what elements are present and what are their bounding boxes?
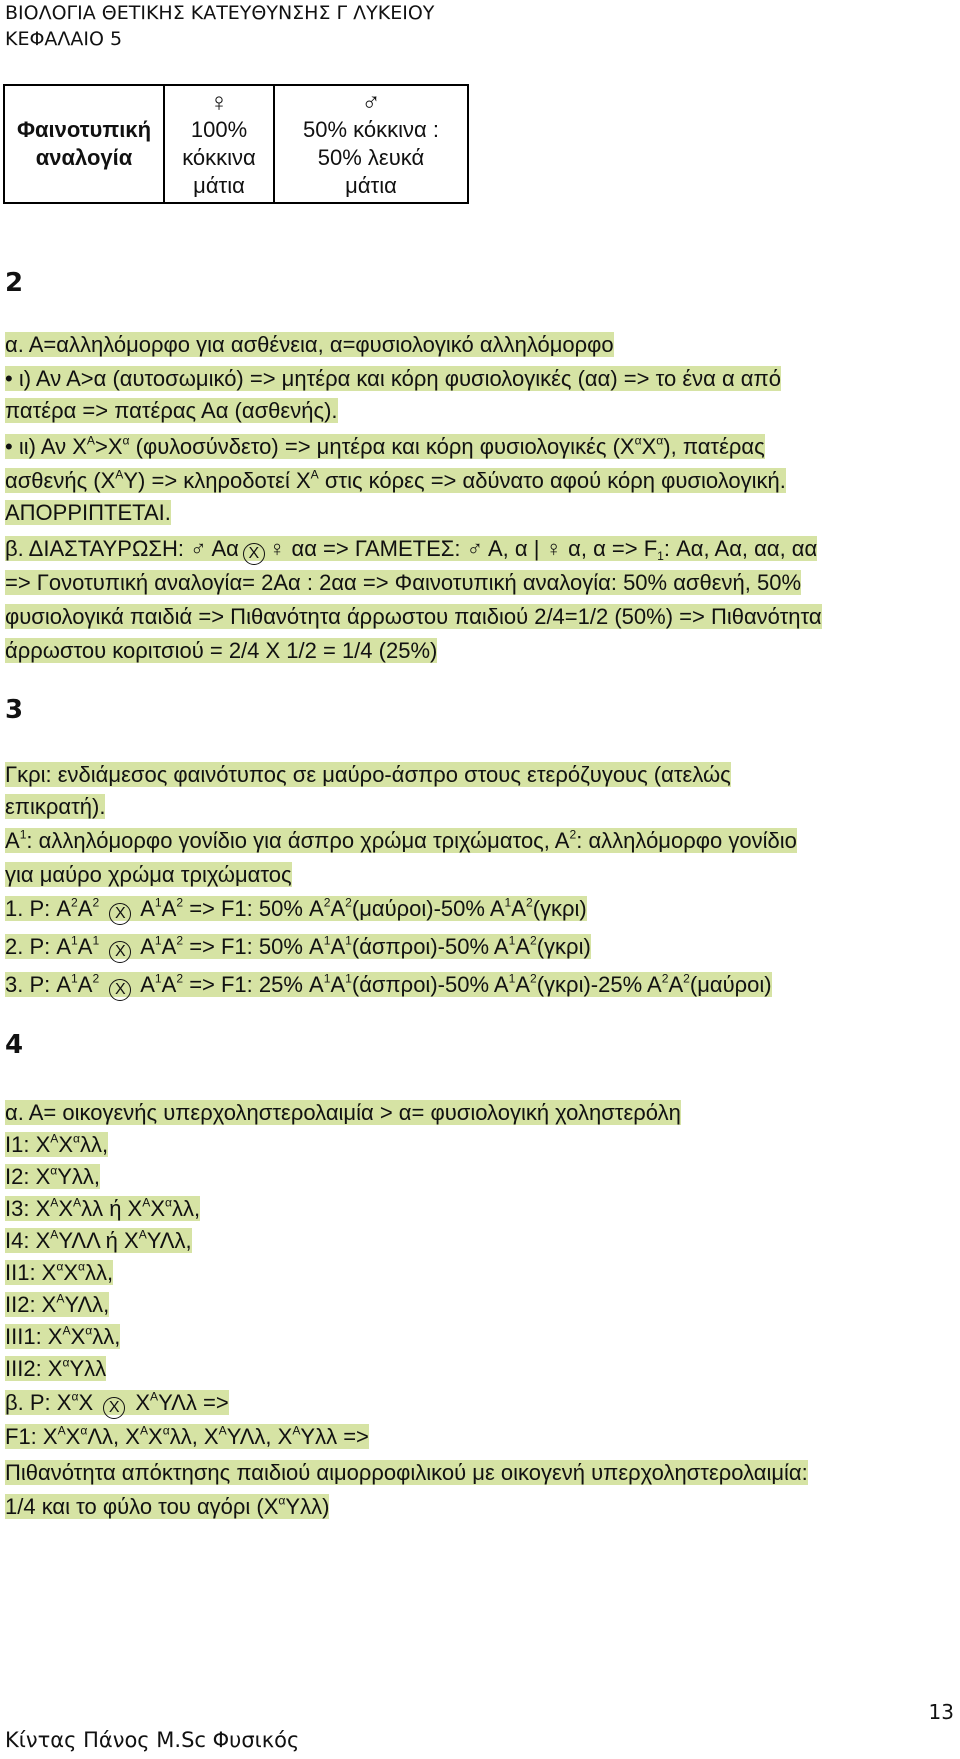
genotype-line: ΙΙ1: $X^\alpha X^\alpha\lambda\lambda$, [5, 1259, 114, 1285]
row-label-line: Φαινοτυπική [16, 117, 152, 142]
text-line: φυσιολογικά παιδιά => Πιθανότητα άρρωστου παιδιού 2/4=1/2 (50%) => Πιθανότητα [5, 604, 822, 629]
text-line: επικρατή). [5, 794, 106, 819]
doc-header-chapter: ΚΕΦΑΛΑΙΟ 5 [5, 28, 123, 50]
text-line: • ι) Αν Α>α (αυτοσωμικό) => μητέρα και κόρη φυσιολογικές (αα) => το ένα α από [5, 366, 781, 391]
genotype-line: ΙΙΙ1: $X^AX^\alpha\lambda\lambda$, [5, 1323, 121, 1349]
footer-author: Κίντας Πάνος Μ.Sc Φυσικός [5, 1728, 300, 1752]
cross-icon: X [109, 941, 131, 963]
cross-icon: X [243, 543, 265, 565]
male-symbol-icon: ♂ [361, 87, 381, 117]
cross-line: 1. P: $A^2A^2$ X $A^1A^2 => F1$: 50% $A^2A^2(\mu\alpha ύ\rho o\iota)-50\%$ $A^1A^2(\gamma\kappa\rho\iota)$ [5, 894, 587, 925]
text-line: πατέρα => πατέρας Αα (ασθενής). [5, 398, 338, 423]
genotype-line: ΙΙΙ2: $X^\alpha\Upsilon\lambda\lambda$ [5, 1355, 107, 1381]
male-value: 50% λευκά [317, 145, 425, 170]
genotype-line: Ι3: $X^AX^A\lambda\lambda$ ή $X^AX^\alpha\lambda\lambda$, [5, 1195, 201, 1221]
text-line: β. ΔΙΑΣΤΑΥΡΩΣΗ: ♂ Αα X ♀ αα => ΓΑΜΕΤΕΣ: ♂ Α, α | ♀ α, $\alpha => F_1$: Αα, Αα, αα, αα [5, 536, 818, 564]
cross-line: 3. P: $A^1A^2$ X $A^1A^2 => F1$: 25% $A^1A^1(ά\sigma\pi\rho o\iota)-50\%$ $A^1A^2(\gamma\kappa\rho\iota)-25\%$ $A^2A^2(\mu\alpha ύ\rho o\iota)$ [5, 970, 772, 1001]
female-cell [164, 85, 274, 203]
offspring-line: F1: $X^AX^\alpha\Lambda\lambda$, $X^AX^\alpha\lambda\lambda$, $X^A\Upsilon\Lambda\lambda$, $X^A\Upsilon\lambda\lambda$ => [5, 1423, 369, 1449]
male-cell [274, 85, 468, 203]
female-value: 100% [190, 117, 248, 142]
section-number: 3 [5, 695, 24, 725]
page-number: 13 [928, 1700, 954, 1724]
phenotype-table [3, 84, 469, 204]
section-number: 4 [5, 1030, 24, 1060]
text-line: α. Α= οικογενής υπερχοληστερολαιμία > α= φυσιολογική χοληστερόλη [5, 1100, 681, 1125]
text-line: Γκρι: ενδιάμεσος φαινότυπος σε μαύρο-άσπρο στους ετερόζυγους (ατελώς [5, 762, 731, 787]
female-value: μάτια [193, 173, 245, 198]
text-line: α. Α=αλληλόμορφο για ασθένεια, α=φυσιολογικό αλληλόμορφο [5, 332, 614, 357]
cross-icon: X [109, 979, 131, 1001]
text-line: άρρωστου κοριτσιού = 2/4 Χ 1/2 = 1/4 (25%) [5, 638, 438, 663]
genotype-line: Ι4: $X^A\Upsilon\Lambda\Lambda$ ή $X^A\Upsilon\Lambda\lambda$, [5, 1227, 192, 1253]
male-value: μάτια [345, 173, 397, 198]
row-label [4, 85, 164, 203]
female-symbol-icon: ♀ [209, 87, 229, 117]
text-line: ασθενής $(X^A\Upsilon) => \kappa\lambda\eta\rho o\delta o\tau\varepsilon ί$ $X^A$ στις κόρες => αδύνατο αφού κόρη φυσιολογική. [5, 467, 786, 493]
genotype-line: Ι2: $X^\alpha\Upsilon\lambda\lambda$, [5, 1163, 101, 1189]
text-line: 1/4 και το φύλο του αγόρι $(X^\alpha\Upsilon\lambda\lambda)$ [5, 1493, 330, 1519]
female-value: κόκκινα [182, 145, 256, 170]
section-number: 2 [5, 268, 24, 298]
male-value: 50% κόκκινα : [303, 117, 439, 142]
row-label-line: αναλογία [35, 145, 133, 170]
text-line: • ιι) Αν $X^A>X^\alpha$ (φυλοσύνδετο) => μητέρα και κόρη φυσιολογικές $(X^\alpha X^\alpha)$, πατέρας [5, 433, 765, 459]
cross-line: β. P: $X^\alpha X$ X $X^A\Upsilon\Lambda\lambda$ => [5, 1388, 229, 1419]
text-line: ΑΠΟΡΡΙΠΤΕΤΑΙ. [5, 500, 171, 525]
genotype-line: ΙΙ2: $X^A\Upsilon\Lambda\lambda$, [5, 1291, 110, 1317]
text-line: => Γονοτυπική αναλογία= 2Αα : 2αα => Φαινοτυπική αναλογία: 50% ασθενή, 50% [5, 570, 802, 595]
genotype-line: Ι1: $X^AX^\alpha\lambda\lambda$, [5, 1131, 109, 1157]
doc-header-title: ΒΙΟΛΟΓΙΑ ΘΕΤΙΚΗΣ ΚΑΤΕΥΘΥΝΣΗΣ Γ ΛΥΚΕΙΟΥ [5, 2, 435, 24]
text-line: Πιθανότητα απόκτησης παιδιού αιμορροφιλικού με οικογενή υπερχοληστερολαιμία: [5, 1460, 808, 1485]
text-line: $A^1$: αλληλόμορφο γονίδιο για άσπρο χρώμα τριχώματος, $A^2$: αλληλόμορφο γονίδιο [5, 827, 797, 853]
cross-line: 2. P: $A^1A^1$ X $A^1A^2 => F1$: 50% $A^1A^1(ά\sigma\pi\rho o\iota)-50\%$ $A^1A^2(\gamma\kappa\rho\iota)$ [5, 932, 591, 963]
text-line: για μαύρο χρώμα τριχώματος [5, 862, 292, 887]
cross-icon: X [103, 1397, 125, 1419]
cross-icon: X [109, 903, 131, 925]
